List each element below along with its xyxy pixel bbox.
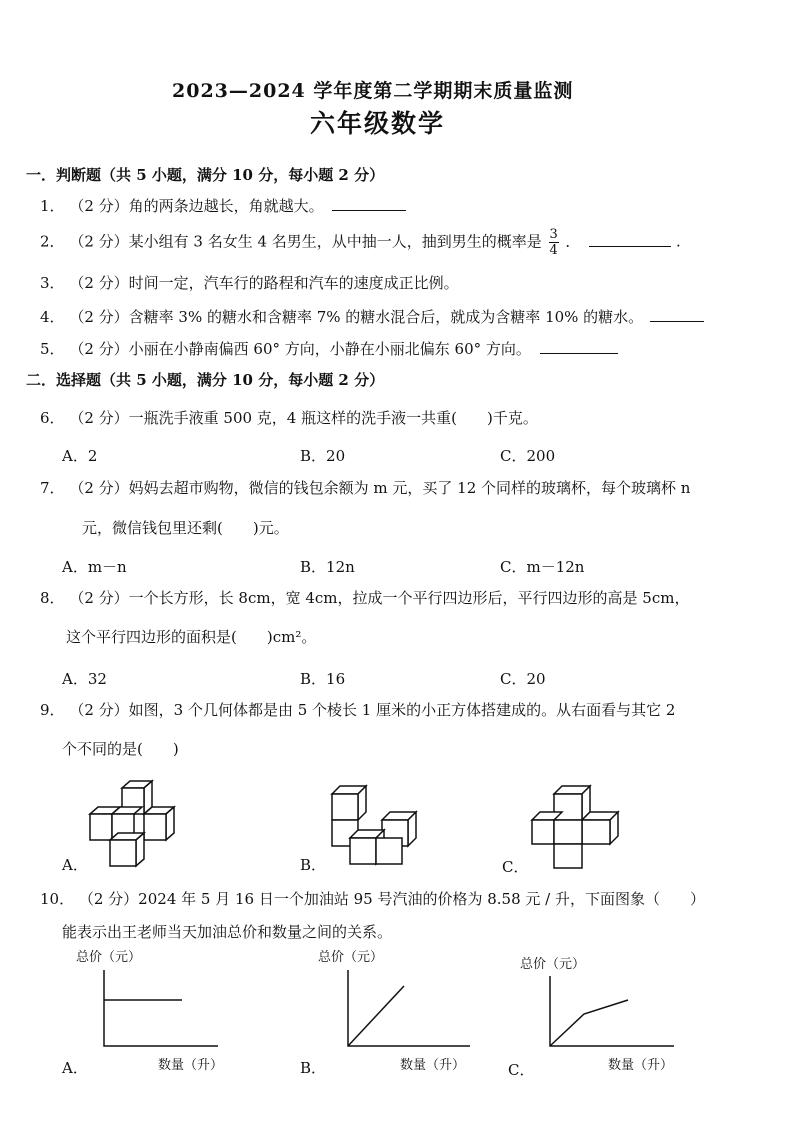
fraction-numerator: 3	[549, 227, 558, 242]
answer-blank[interactable]	[650, 305, 704, 322]
question-number: 9．	[40, 701, 65, 719]
question-text: （2 分）2024 年 5 月 16 日一个加油站 95 号汽油的价格为 8.58 元 / 升，下面图象（ ）	[78, 890, 705, 908]
question-text: （2 分）含糖率 3% 的糖水和含糖率 7% 的糖水混合后，就成为含糖率 10% 的糖水。	[69, 308, 644, 326]
cube-front-face	[144, 814, 166, 840]
question-number: 8．	[40, 589, 65, 607]
option-c[interactable]: C．	[502, 858, 529, 876]
graph-c	[546, 976, 676, 1052]
fraction-denominator: 4	[549, 243, 558, 258]
cube-front-face	[110, 840, 136, 866]
cube-front-face	[376, 838, 402, 864]
graph-b-ylabel: 总价（元）	[318, 950, 384, 965]
question-8	[40, 587, 689, 609]
cube-front-face	[532, 820, 554, 844]
answer-blank[interactable]	[589, 230, 671, 247]
question-text: （2 分）时间一定，汽车行的路程和汽车的速度成正比例。	[69, 274, 459, 292]
question-2	[40, 228, 681, 257]
question-5	[40, 337, 618, 360]
option-c[interactable]: C．m－12n	[500, 558, 585, 576]
question-text: （2 分）如图，3 个几何体都是由 5 个棱长 1 厘米的小正方体搭建成的。从右面看与其它 2	[69, 701, 676, 719]
question-number: 1．	[40, 197, 65, 215]
y-axis	[104, 970, 218, 1046]
option-a[interactable]: A．2	[62, 447, 98, 465]
section2-heading: 二．选择题（共 5 小题，满分 10 分，每小题 2 分）	[26, 371, 385, 389]
question-text: （2 分）妈妈去超市购物，微信的钱包余额为 m 元，买了 12 个同样的玻璃杯，每个玻璃杯 n	[69, 479, 691, 497]
graph-line-proportional	[348, 986, 404, 1046]
question-number: 4．	[40, 308, 65, 326]
question-7	[40, 477, 690, 499]
question-9-line2: 个不同的是( )	[62, 740, 179, 758]
question-1	[40, 194, 406, 217]
cube-figure-a	[86, 778, 216, 868]
option-b[interactable]: B．12n	[300, 558, 355, 576]
option-a[interactable]: A．m－n	[62, 558, 127, 576]
cube-front-face	[554, 844, 582, 868]
fraction	[549, 228, 559, 257]
question-text: （2 分）小丽在小静南偏西 60° 方向，小静在小丽北偏东 60° 方向。	[69, 340, 531, 358]
graph-c-ylabel: 总价（元）	[520, 957, 586, 972]
exam-title: 2023—2024 学年度第二学期期末质量监测	[172, 80, 574, 102]
answer-blank[interactable]	[540, 337, 618, 354]
question-9	[40, 699, 675, 721]
section1-heading: 一．判断题（共 5 小题，满分 10 分，每小题 2 分）	[26, 166, 385, 184]
graph-a-ylabel: 总价（元）	[76, 950, 142, 965]
exam-subtitle: 六年级数学	[310, 109, 446, 138]
cube-front-face	[350, 838, 376, 864]
question-7-line2: 元，微信钱包里还剩( )元。	[82, 519, 289, 537]
cube-front-face	[332, 794, 358, 820]
cube-front-face	[90, 814, 112, 840]
option-c[interactable]: C．20	[500, 670, 546, 688]
option-c[interactable]: C．	[508, 1061, 535, 1079]
question-3	[40, 272, 459, 294]
question-number: 2．	[40, 232, 65, 251]
question-number: 7．	[40, 479, 65, 497]
option-a[interactable]: A．	[62, 856, 88, 874]
question-text: （2 分）某小组有 3 名女生 4 名男生，从中抽一人，抽到男生的概率是	[69, 232, 542, 251]
graph-a-xlabel: 数量（升）	[158, 1058, 224, 1073]
graph-a	[100, 970, 220, 1050]
question-number: 3．	[40, 274, 65, 292]
graph-line-bent	[550, 1000, 628, 1046]
graph-b-xlabel: 数量（升）	[400, 1058, 466, 1073]
question-8-line2: 这个平行四边形的面积是( )cm²。	[66, 628, 317, 646]
question-6	[40, 407, 538, 429]
cube-front-face	[582, 820, 610, 844]
graph-b	[344, 970, 474, 1050]
question-text: （2 分）角的两条边越长，角就越大。	[69, 197, 324, 215]
y-axis	[550, 976, 674, 1046]
question-10-line2: 能表示出王老师当天加油总价和数量之间的关系。	[62, 923, 393, 941]
graph-c-xlabel: 数量（升）	[608, 1058, 674, 1073]
question-text: （2 分）一瓶洗手液重 500 克，4 瓶这样的洗手液一共重( )千克。	[69, 409, 538, 427]
question-number: 5．	[40, 340, 65, 358]
question-4	[40, 305, 704, 328]
question-number: 10．	[40, 890, 75, 908]
question-text: （2 分）一个长方形，长 8cm，宽 4cm，拉成一个平行四边形后，平行四边形的高是 5cm，	[69, 589, 690, 607]
option-a[interactable]: A．	[62, 1059, 88, 1077]
trailing-dot: .	[675, 232, 681, 251]
option-c[interactable]: C．200	[500, 447, 556, 465]
option-b[interactable]: B．20	[300, 447, 346, 465]
question-10	[40, 888, 705, 910]
y-axis	[348, 970, 470, 1046]
answer-blank[interactable]	[332, 194, 406, 211]
question-number: 6．	[40, 409, 65, 427]
option-b[interactable]: B．16	[300, 670, 346, 688]
option-a[interactable]: A．32	[62, 670, 107, 688]
option-b[interactable]: B．	[300, 1059, 327, 1077]
cube-figure-b	[328, 782, 438, 868]
question-text-end: ．	[565, 232, 581, 251]
cube-front-face	[554, 820, 582, 844]
option-b[interactable]: B．	[300, 856, 327, 874]
cube-figure-c	[530, 784, 642, 870]
